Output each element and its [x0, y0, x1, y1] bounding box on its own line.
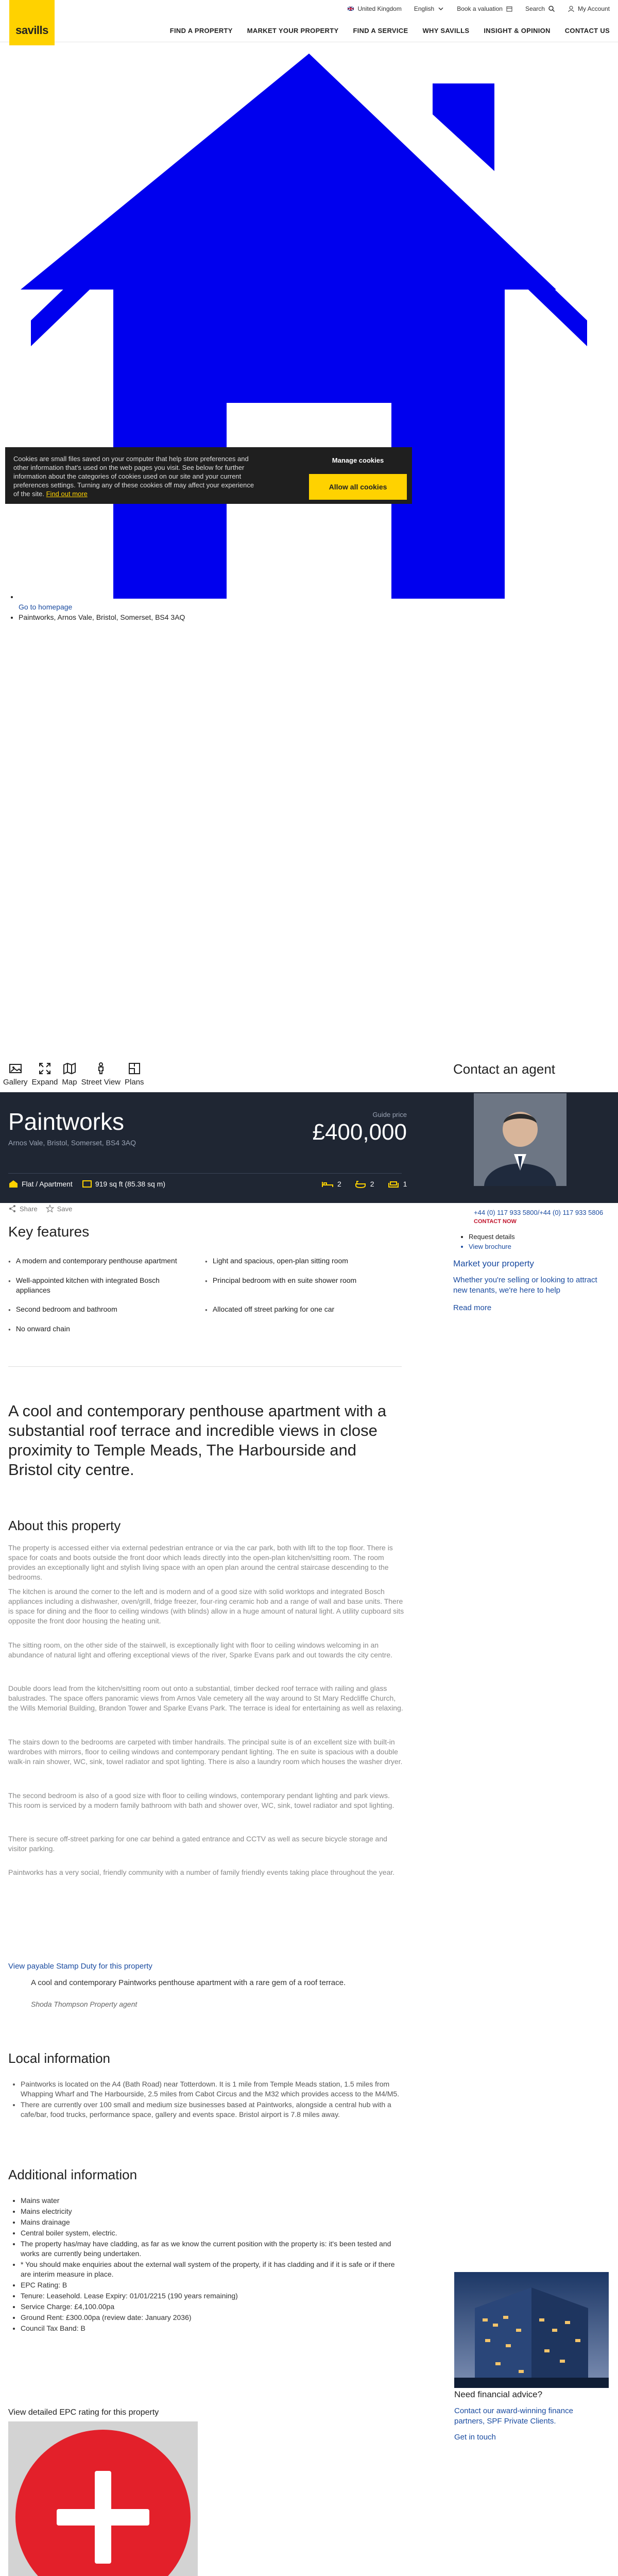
breadcrumb-home-item: [19, 591, 185, 602]
finance-text[interactable]: Contact our award-winning finance partners, SPF Private Clients.: [454, 2406, 573, 2426]
market-read-more-link[interactable]: Read more: [453, 1303, 492, 1312]
about-paragraph: The property is accessed either via external pedestrian entrance or via the car park, both with lift to the top floor. There is space for coats and boots outside the front door which leads directly into the open-plan kitchen/sitting room. The room provides an exceptionally light and stylish living space with an open plan around the central staircase descending to the bedrooms.: [8, 1544, 393, 1581]
receptions-count: [388, 1180, 407, 1188]
site-header: [0, 0, 618, 42]
epc-label: View detailed EPC rating for this property: [8, 2407, 198, 2421]
guide-price-label: Guide price: [372, 1111, 407, 1118]
key-features-list: [8, 1256, 402, 1334]
utility-country[interactable]: [347, 5, 401, 12]
street-view-icon: [94, 1061, 108, 1076]
star-icon: [46, 1205, 54, 1213]
gallery-button[interactable]: [3, 1048, 28, 1090]
manage-cookies-button[interactable]: Manage cookies: [309, 454, 407, 467]
market-property-text[interactable]: Whether you're selling or looking to attract new tenants, we're here to help: [453, 1276, 597, 1295]
agent-quote-signature: Shoda Thompson Property agent: [31, 2000, 138, 2008]
type-spec: [8, 1180, 73, 1188]
agent-quote: A cool and contemporary Paintworks penthouse apartment with a rare gem of a roof terrace.: [31, 1978, 346, 1987]
about-paragraph: The kitchen is around the corner to the left and is modern and of a good size with solid worktops and integrated Bosch appliances including a dishwasher, oven/grill, fridge freezer, four-ring ceramic hob and a range of wall and base units. There is space for dining and the floor to ceiling windows (with blinds) allow in a huge amount of natural light. A utility cupboard sits opposite the front door housing the heating unit.: [8, 1587, 404, 1625]
list-item: • There are currently over 100 small and medium size businesses based at Paintworks, alongside a central hub with a cafe/bar, food trucks, performance space, gallery and events space. Bristol airport is 7.8 miles away.: [21, 2100, 402, 2120]
contact-now-button[interactable]: CONTACT NOW: [474, 1218, 517, 1225]
property-summary: A cool and contemporary penthouse apartment with a substantial roof terrace and incredible views in close proximity to Temple Meads, The Harbourside and Bristol city centre.: [8, 1402, 387, 1479]
utility-search[interactable]: [525, 5, 555, 12]
about-paragraph: The second bedroom is also of a good size with floor to ceiling windows, contemporary pendant lighting and park views. This room is serviced by a modern family bathroom with bath and shower over, WC, sink, towel radiator and spot lighting.: [8, 1791, 394, 1809]
utility-language-label: English: [414, 5, 435, 12]
local-info-list: [21, 2079, 402, 2121]
share-save-bar: [8, 1205, 72, 1213]
utility-search-label: Search: [525, 5, 545, 12]
property-specs: [8, 1180, 165, 1188]
map-button[interactable]: [62, 1048, 77, 1090]
feature-item: ● Well-appointed kitchen with integrated Bosch appliances: [8, 1276, 205, 1295]
area-icon: [82, 1180, 92, 1188]
nav-find-property[interactable]: FIND A PROPERTY: [169, 27, 233, 35]
list-item: • Mains drainage: [21, 2217, 402, 2227]
nav-insight[interactable]: INSIGHT & OPINION: [484, 27, 551, 35]
local-info-heading: Local information: [8, 2050, 110, 2066]
cookie-text: Cookies are small files saved on your computer that help store preferences and other information that's used on the web pages you visit. See below for further information about the categories of cookies used on our site and your current preferences settings. Turning any of these cookies off may affect your experience of the site.: [13, 455, 254, 498]
allow-all-cookies-button[interactable]: Allow all cookies: [309, 474, 407, 500]
bath-icon: [355, 1180, 366, 1188]
key-features-heading: Key features: [8, 1224, 90, 1240]
request-details-link[interactable]: • Request details: [469, 1232, 608, 1242]
calendar-icon: [506, 5, 513, 12]
plus-icon: [8, 2407, 198, 2576]
property-size: 919 sq ft (85.38 sq m): [95, 1180, 166, 1188]
feature-item: ● Principal bedroom with en suite shower room: [205, 1276, 402, 1295]
epc-rating-button[interactable]: [8, 2407, 198, 2576]
gallery-toolbar: [0, 1048, 165, 1090]
gallery-icon: [8, 1061, 23, 1076]
feature-item: ● Allocated off street parking for one car: [205, 1304, 402, 1315]
user-icon: [568, 5, 575, 12]
beds-value: 2: [337, 1180, 341, 1188]
expand-icon: [38, 1061, 52, 1076]
list-item: • Ground Rent: £300.00pa (review date: January 2036): [21, 2313, 402, 2323]
plans-icon: [127, 1061, 142, 1076]
utility-valuation-label: Book a valuation: [457, 5, 503, 12]
search-icon: [548, 5, 555, 12]
finance-heading: Need financial advice?: [454, 2389, 543, 2399]
agent-avatar: [474, 1093, 566, 1186]
utility-language[interactable]: [414, 5, 444, 12]
banner-divider: [8, 1173, 402, 1174]
utility-nav: [347, 5, 610, 12]
gallery-label: Gallery: [3, 1078, 28, 1087]
logo-text: savills: [15, 24, 48, 37]
agent-phone[interactable]: +44 (0) 117 933 5800/+44 (0) 117 933 5806: [474, 1209, 604, 1216]
plans-label: Plans: [125, 1078, 144, 1087]
chevron-down-icon: [437, 5, 444, 12]
bed-icon: [322, 1180, 333, 1188]
view-brochure-link[interactable]: • View brochure: [469, 1242, 608, 1251]
nav-market-property[interactable]: MARKET YOUR PROPERTY: [247, 27, 339, 35]
main-nav: [170, 27, 610, 35]
price-block: [312, 1111, 407, 1145]
list-item: • Mains electricity: [21, 2207, 402, 2216]
list-item: • Central boiler system, electric.: [21, 2228, 402, 2238]
home-icon[interactable]: [0, 42, 618, 600]
street-view-button[interactable]: [81, 1048, 121, 1090]
size-spec: [82, 1180, 165, 1188]
finance-building-image: [454, 2272, 609, 2388]
utility-account[interactable]: [568, 5, 610, 12]
sofa-icon: [388, 1180, 399, 1188]
list-item: • Tenure: Leasehold. Lease Expiry: 01/01/2215 (190 years remaining): [21, 2291, 402, 2301]
feature-item: ● Second bedroom and bathroom: [8, 1304, 205, 1315]
feature-item: ● No onward chain: [8, 1324, 205, 1334]
plans-button[interactable]: [125, 1048, 144, 1090]
savills-logo[interactable]: [9, 0, 55, 45]
cookie-find-out-more-link[interactable]: Find out more: [46, 490, 88, 498]
about-paragraph: Paintworks has a very social, friendly community with a number of family friendly events taking place throughout the year.: [8, 1868, 395, 1876]
street-view-label: Street View: [81, 1078, 121, 1087]
about-paragraph: The stairs down to the bedrooms are carpeted with timber handrails. The principal suite is of an excellent size with built-in wardrobes with mirrors, floor to ceiling windows and contemporary pendant lighting. The en suite is spacious with a double walk-in rain shower, WC, sink, towel radiator and spot lighting. There is also a laundry room which houses the washer dryer.: [8, 1738, 403, 1766]
additional-info-list: [21, 2196, 402, 2334]
cookie-text-block: [13, 454, 261, 498]
flag-icon: [347, 5, 354, 12]
property-type: Flat / Apartment: [22, 1180, 73, 1188]
additional-info-heading: Additional information: [8, 2167, 138, 2182]
beds-count: [322, 1180, 341, 1188]
property-price: £400,000: [312, 1120, 407, 1145]
list-item: • * You should make enquiries about the external wall system of the property, if it has cladding and if it is safe or if there are interim measure in place.: [21, 2260, 402, 2279]
market-property-heading[interactable]: Market your property: [453, 1259, 534, 1268]
nav-why-savills[interactable]: WHY SAVILLS: [422, 27, 470, 35]
section-divider: [8, 1366, 402, 1367]
expand-label: Expand: [31, 1078, 58, 1087]
go-to-homepage-link[interactable]: Go to homepage: [19, 603, 73, 611]
baths-value: 2: [370, 1180, 374, 1188]
about-paragraph: There is secure off-street parking for one car behind a gated entrance and CCTV as well as secure bicycle storage and visitor parking.: [8, 1835, 387, 1853]
expand-button[interactable]: [32, 1048, 58, 1090]
feature-item: ● A modern and contemporary penthouse apartment: [8, 1256, 205, 1266]
list-item: • Mains water: [21, 2196, 402, 2206]
receptions-value: 1: [403, 1180, 407, 1188]
list-item: • EPC Rating: B: [21, 2280, 402, 2290]
share-label: Share: [20, 1205, 38, 1213]
property-title: Paintworks: [8, 1108, 124, 1135]
room-counts: [322, 1180, 407, 1188]
about-paragraph: The sitting room, on the other side of the stairwell, is exceptionally light with floor to ceiling windows welcoming in an abundance of natural light and offering exceptional views of the river, Sparke Evans park and out towards the city centre.: [8, 1641, 393, 1659]
list-item: • Council Tax Band: B: [21, 2324, 402, 2333]
list-item: • Service Charge: £4,100.00pa: [21, 2302, 402, 2312]
agent-links: [469, 1232, 608, 1251]
breadcrumb: [10, 591, 185, 622]
utility-country-label: United Kingdom: [357, 5, 402, 12]
map-icon: [62, 1061, 77, 1076]
nav-contact[interactable]: CONTACT US: [564, 27, 610, 35]
about-heading: About this property: [8, 1518, 121, 1533]
list-item: • The property has/may have cladding, as far as we know the current position with the property is: it's been tested and works are currently being undertaken.: [21, 2239, 402, 2259]
breadcrumb-current: • Paintworks, Arnos Vale, Bristol, Somerset, BS4 3AQ: [19, 612, 185, 622]
save-button[interactable]: [46, 1205, 73, 1213]
share-icon: [8, 1205, 16, 1213]
cookie-banner: [5, 447, 412, 504]
list-item: • Paintworks is located on the A4 (Bath Road) near Totterdown. It is 1 mile from Temple Meads station, 1.5 miles from Whapping Wharf and The Harbourside, 2.5 miles from Cabot Circus and the M32 which provides access to the M4/M5.: [21, 2079, 402, 2099]
stamp-duty-link[interactable]: View payable Stamp Duty for this property: [8, 1962, 152, 1971]
nav-find-service[interactable]: FIND A SERVICE: [353, 27, 408, 35]
utility-account-label: My Account: [577, 5, 610, 12]
feature-item: ● Light and spacious, open-plan sitting room: [205, 1256, 402, 1266]
utility-valuation[interactable]: [457, 5, 513, 12]
agent-contact-panel: [453, 1208, 608, 1251]
about-paragraph: Double doors lead from the kitchen/sitting room out onto a substantial, timber decked roof terrace with railing and glass balustrades. The space offers panoramic views from Arnos Vale cemetery all the way around to St Mary Redcliffe Church, the Wills Memorial Building, Brandon Tower and Sparke Evans Park. The terrace is ideal for entertaining as well as relaxing.: [8, 1684, 403, 1712]
building-icon: [8, 1180, 19, 1188]
share-button[interactable]: [8, 1205, 38, 1213]
map-label: Map: [62, 1078, 77, 1087]
contact-agent-heading: Contact an agent: [453, 1061, 556, 1077]
get-in-touch-link[interactable]: Get in touch: [454, 2433, 496, 2442]
save-label: Save: [57, 1205, 73, 1213]
property-address: Arnos Vale, Bristol, Somerset, BS4 3AQ: [8, 1139, 136, 1147]
baths-count: [355, 1180, 374, 1188]
